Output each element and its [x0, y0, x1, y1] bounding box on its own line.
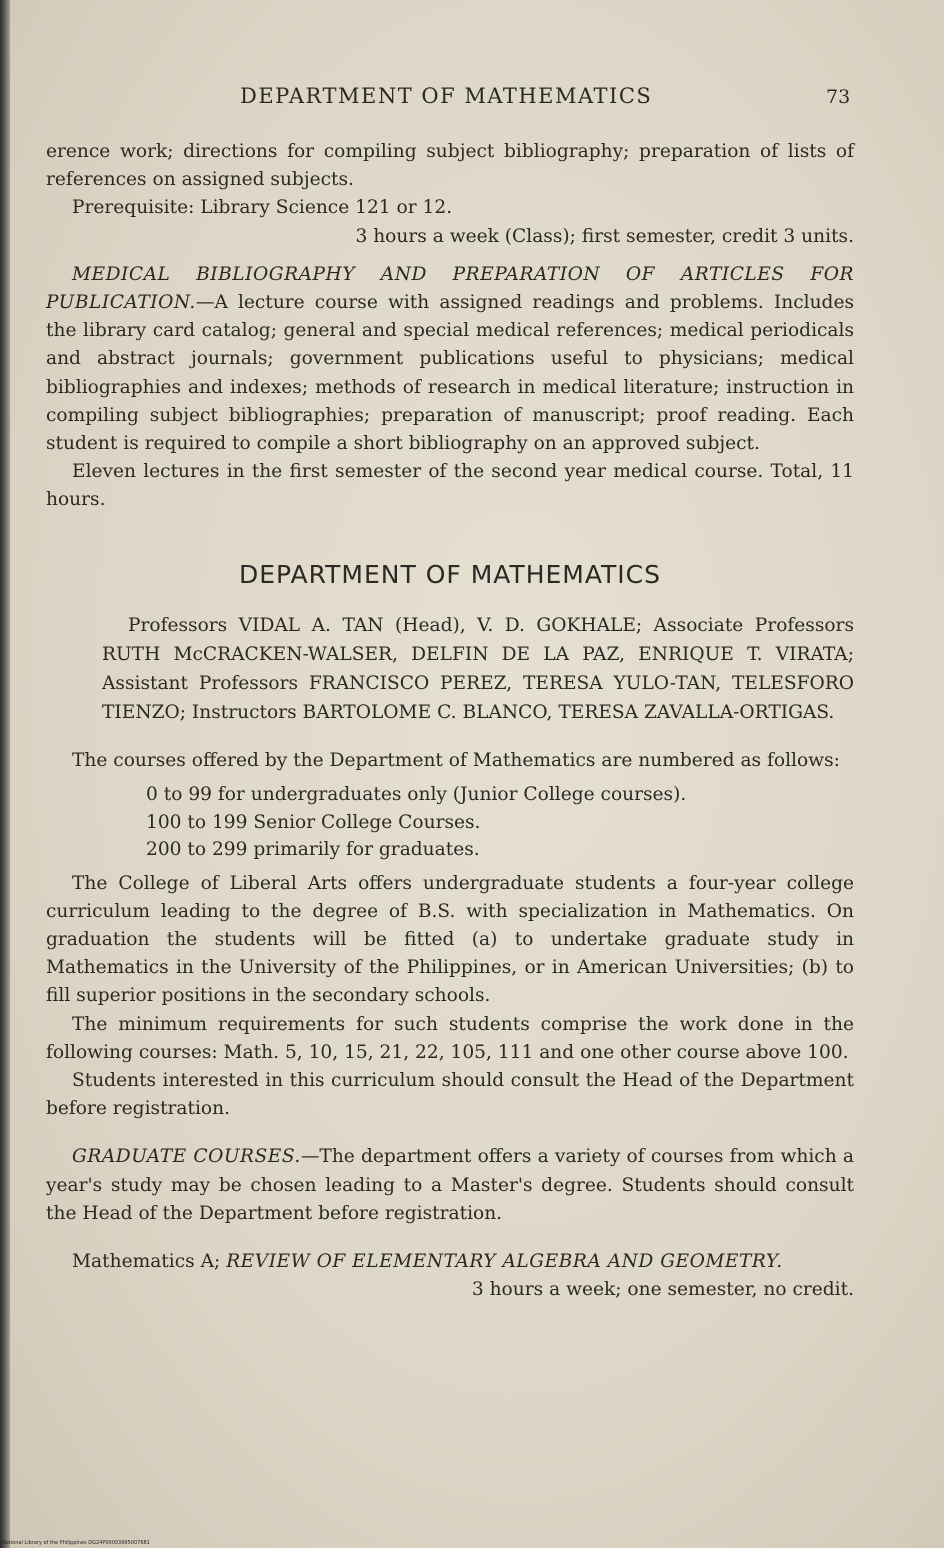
math-a-title: REVIEW OF ELEMENTARY ALGEBRA AND GEOMETRY.: [226, 1250, 783, 1272]
library-course-schedule: 3 hours a week (Class); first semester, credit 3 units.: [355, 225, 854, 247]
numbering-item: 0 to 99 for undergraduates only (Junior College courses).: [146, 784, 687, 806]
footer-credit: National Library of the Philippines DG24P00003995007681: [2, 1540, 150, 1546]
binding-edge: [0, 0, 10, 1548]
medical-course-title: MEDICAL BIBLIOGRAPHY AND PREPARATION OF ARTICLES FOR PUBLICATION.: [46, 263, 854, 314]
graduate-courses-paragraph: [46, 1143, 854, 1228]
medical-course-description: —A lecture course with assigned readings and problems. Includes the library card catalog; general and special medical references; medical periodicals and abstract journals; government publications useful to physicians; medical bibliographies and indexes; methods of research in medical literature; instruction in compiling subject bibliographies; preparation of manuscript; proof reading. Each student is required to compile a short bibliography on an approved subject.: [46, 292, 854, 455]
consult-paragraph: Students interested in this curriculum should consult the Head of the Department before registration.: [46, 1069, 854, 1120]
math-a-schedule: 3 hours a week; one semester, no credit.: [471, 1279, 854, 1301]
numbering-list: [146, 781, 854, 864]
page-number: 73: [826, 86, 851, 108]
math-a-heading: [46, 1248, 854, 1276]
library-course-prerequisite: Prerequisite: Library Science 121 or 12.: [72, 197, 453, 219]
numbering-item: 100 to 199 Senior College Courses.: [146, 811, 481, 833]
graduate-courses-text: —The department offers a variety of courses from which a year's study may be chosen leading to a Master's degree. Students should consult the Head of the Department before registration.: [46, 1146, 854, 1224]
requirements-paragraph: The minimum requirements for such students comprise the work done in the following courses: Math. 5, 10, 15, 21, 22, 105, 111 and one other course above 100.: [46, 1013, 854, 1063]
graduate-courses-title: GRADUATE COURSES.: [72, 1146, 301, 1168]
library-course-continuation: erence work; directions for compiling subject bibliography; preparation of lists of references on assigned subjects.: [46, 141, 854, 191]
running-head: [0, 84, 944, 114]
numbering-intro: The courses offered by the Department of Mathematics are numbered as follows:: [72, 749, 840, 771]
numbering-item: 200 to 299 primarily for graduates.: [146, 839, 480, 861]
curriculum-paragraph: The College of Liberal Arts offers undergraduate students a four-year college curriculum leading to the degree of B.S. with specialization in Mathematics. On graduation the students will be fitted (a) to undertake graduate study in Mathematics in the University of the Philippines, or in American Universities; (b) to fill superior positions in the secondary schools.: [46, 872, 854, 1007]
medical-course-paragraph: [46, 261, 854, 458]
running-head-title: DEPARTMENT OF MATHEMATICS: [240, 84, 653, 108]
section-heading: DEPARTMENT OF MATHEMATICS: [238, 559, 662, 589]
faculty-list: Professors VIDAL A. TAN (Head), V. D. GOKHALE; Associate Professors RUTH McCRACKEN-WALSER, DELFIN DE LA PAZ, ENRIQUE T. VIRATA; Assistant Professors FRANCISCO PEREZ, TERESA YULO-TAN, TELESFORO TIENZO; Instructors BARTOLOME C. BLANCO, TERESA ZAVALLA-ORTIGAS.: [102, 614, 854, 723]
page-body: [46, 138, 854, 1304]
medical-course-schedule: Eleven lectures in the first semester of the second year medical course. Total, 11 hours.: [46, 461, 854, 511]
math-a-prefix: Mathematics A;: [72, 1250, 227, 1272]
